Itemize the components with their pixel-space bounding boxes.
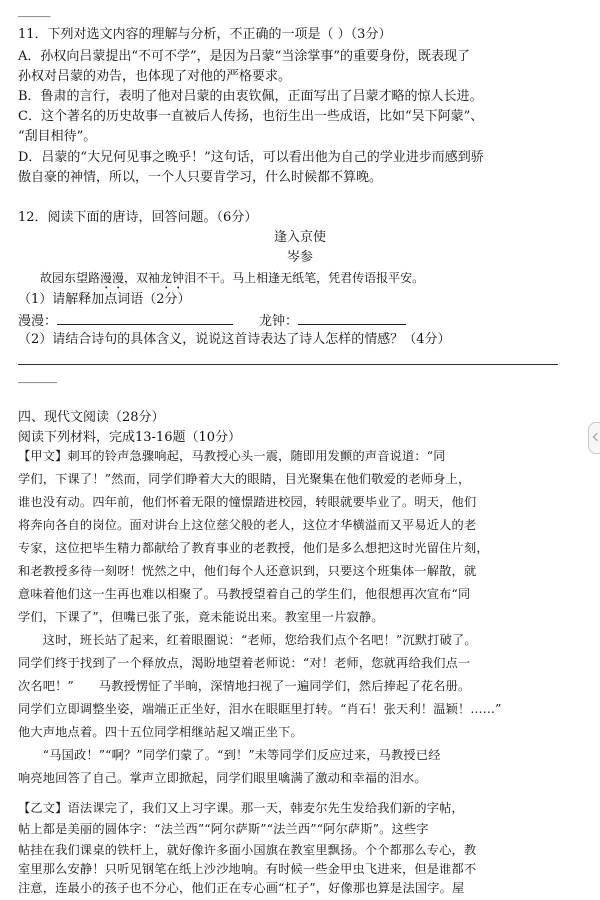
answer-blank-longzhong [298, 311, 406, 325]
label-manman: 漫漫： [18, 314, 58, 329]
jia-line-7: 意味着他们这一生再也难以相聚了。马教授望着自己的学生们，他很想再次宣布“同 [18, 587, 471, 601]
section-four-intro: 阅读下列材料，完成13-16题（10分） [18, 430, 242, 445]
label-longzhong: 龙钟： [259, 314, 299, 329]
jia-line-8: 学们，下课了”，但嘴已张了张，竟未能说出来。教室里一片寂静。 [18, 610, 384, 624]
jia-line-4: 将奔向各自的岗位。面对讲台上这位慈父般的老人，这位才华横溢而又平易近人的老 [18, 518, 477, 532]
top-rule: _____ [18, 3, 51, 18]
poem-author: 岑参 [286, 250, 313, 265]
jia-line-14: “马国政！”“啊？”同学们蒙了。“到！”未等同学们反应过来，马教授已经 [18, 748, 441, 762]
poem-marked-word-manman: 漫漫 [100, 271, 125, 285]
q12-sub1-answers [18, 311, 406, 330]
q12-tail-rule: ______ [18, 369, 57, 384]
q11-option-d-line1: D．吕蒙的“大兄何见事之晚乎！”这句话，可以看出他为自己的学业进步而感到骄 [18, 150, 484, 165]
yi-line-2: 帖上都是美丽的圆体字：“法兰西”“阿尔萨斯”“法兰西”“阿尔萨斯”。这些字 [18, 822, 429, 836]
yi-line-1: 【乙文】语法课完了，我们又上习字课。那一天，韩麦尔先生发给我们新的字帖， [18, 801, 464, 815]
q11-option-a-line2: 孙权对吕蒙的劝告，也体现了对他的严格要求。 [18, 69, 292, 84]
q11-option-c-line2: “刮目相待”。 [18, 129, 97, 144]
jia-line-9: 这时，班长站了起来，红着眼圈说：“老师，您给我们点个名吧！”沉默打破了。 [18, 633, 477, 647]
jia-line-3: 谁也没有动。四年前，他们怀着无限的憧憬踏进校园，转眼就要毕业了。明天，他们 [18, 495, 477, 509]
poem-title: 逢入京使 [273, 230, 326, 245]
jia-line-6: 和老教授多待一刻呀！恍然之中，他们每个人还意识到，只要这个班集体一解散，就 [18, 564, 477, 578]
jia-line-10: 同学们终于找到了一个释放点，渴盼地望着老师说：“对！老师，您就再给我们点一 [18, 656, 471, 670]
q11-option-a-line1: A．孙权向吕蒙提出“不可不学”，是因为吕蒙“当涂掌事”的重要身份，既表现了 [18, 49, 470, 64]
poem-marked-word-longzhong: 龙钟 [160, 271, 185, 285]
section-four-heading: 四、现代文阅读（28分） [18, 410, 165, 425]
q11-stem: 11．下列对选文内容的理解与分析，不正确的一项是（ ）（3分） [18, 27, 392, 42]
q12-sub1: （1）请解释加点词语（2分） [18, 292, 191, 307]
jia-line-11: 次名吧！” 马教授愣怔了半晌，深情地扫视了一遍同学们，然后捧起了花名册。 [18, 679, 471, 693]
jia-line-5: 专家，这位把毕生精力都献给了教育事业的老教授，他们是多么想把这时光留住片刻， [18, 541, 489, 555]
answer-line [18, 364, 558, 365]
q12-stem: 12．阅读下面的唐诗，回答问题。（6分） [18, 210, 258, 225]
yi-line-4: 室里那么安静！只听见钢笔在纸上沙沙地响。有时候一些金甲虫飞进来，但是谁都不 [18, 862, 477, 876]
yi-line-3: 帖挂在我们课桌的铁杆上，就好像许多面小国旗在教室里飘扬。个个都那么专心，教 [18, 843, 477, 857]
q12-sub2: （2）请结合诗句的具体含义，说说这首诗表达了诗人怎样的情感？（4分） [18, 332, 451, 347]
q11-option-c-line1: C．这个著名的历史故事一直被后人传扬，也衍生出一些成语，比如“吴下阿蒙”、 [18, 109, 484, 124]
q11-option-d-line2: 傲自豪的神情，所以，一个人只要肯学习，什么时候都不算晚。 [18, 170, 383, 185]
poem-text: 故园东望路漫漫，双袖龙钟泪不干。马上相逢无纸笔，凭君传语报平安。 [40, 271, 425, 285]
jia-line-2: 学们，下课了！”然而，同学们睁着大大的眼睛，目光聚集在他们敬爱的老师身上， [18, 472, 471, 486]
yi-line-5: 注意，连最小的孩子也不分心，他们正在专心画“杠子”，好像那也算是法国字。屋 [18, 881, 465, 895]
jia-line-12: 同学们立即调整坐姿，端端正正坐好，泪水在眼眶里打转。“肖石！张天利！温颖！……” [18, 702, 502, 716]
q11-option-b: B．鲁肃的言行，表明了他对吕蒙的由衷钦佩，正面写出了吕蒙才略的惊人长进。 [18, 89, 483, 104]
page-scroll-button[interactable] [588, 422, 600, 454]
jia-line-15: 响亮地回答了自己。掌声立即掀起，同学们眼里噙满了激动和幸福的泪水。 [18, 771, 427, 785]
answer-blank-manman [57, 311, 233, 325]
jia-line-13: 他大声地点着。四十五位同学相继站起又端正坐下。 [18, 725, 303, 739]
jia-line-1: 【甲文】刺耳的铃声急骤响起，马教授心头一震，随即用发颤的声音说道：“同 [18, 449, 446, 463]
